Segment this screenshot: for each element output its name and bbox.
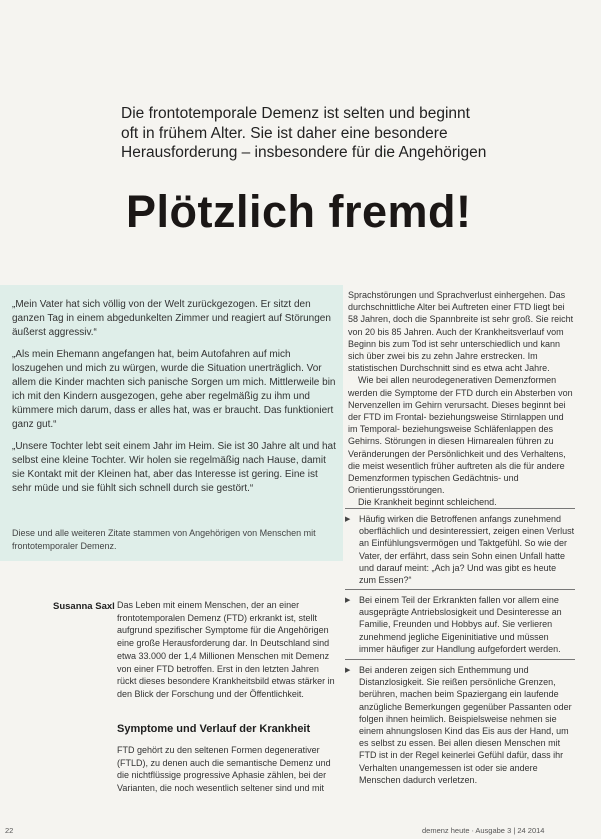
quote: „Mein Vater hat sich völlig von der Welt zurückgezogen. Er sitzt den ganzen Tag in einem abgedunkelten Zimmer und reagiert auf Störungen äußerst aggressiv.“ — [12, 299, 331, 338]
bullet-item — [345, 589, 575, 655]
quote: „Unsere Tochter lebt seit einem Jahr im Heim. Sie ist 30 Jahre alt und hat selbst eine kleine Tochter. Wir holen sie regelmäßig nach Hause, damit sie Kontakt mit der Kleinen hat, aber das Interesse ist gering. Eine ist sehr müde und sie fühlt sich schnell durch sie gestört.“ — [12, 441, 336, 494]
paragraph: Wie bei allen neurodegenerativen Demenzformen werden die Symptome der FTD durch ein Absterben von Nervenzellen im Gehirn verursacht. Dieses beginnt bei der FTD im Frontal- beziehungsweise Stirnlappen und im Temporal- beziehungsweise Schläfenlappen des Gehirns. Störungen in diesen Hirnarealen führen zu Veränderungen der Persönlichkeit und des Verhaltens, die meist wesentlich früher auftreten als die für andere Demenzformen typischen Gedächtnis- und Orientierungsstörungen. — [348, 375, 573, 496]
bullet-text: Häufig wirken die Betroffenen anfangs zunehmend oberflächlich und desinteressiert, zeigen einen Verlust an Einfühlungsvermögen und Taktgefühl. So wie der Vater, der erfährt, dass sein Sohn einen Unfall hatte und darauf meint: „Ach ja? Und was gibt es heute zum Essen?“ — [359, 514, 575, 586]
triangle-bullet-icon: ▶ — [345, 667, 351, 674]
paragraph: Die Krankheit beginnt schleichend. — [358, 497, 497, 508]
bullet-text: Bei einem Teil der Erkrankten fallen vor allem eine ausgeprägte Antriebslosigkeit und Desinteresse an Familie, Freunden und Hobbys auf. Sie verlieren zunehmend jegliche Eigeninitiative und müssen immer häufiger zur Handlung aufgefordert werden. — [359, 595, 562, 654]
quotes-list — [12, 298, 336, 504]
page-number: 22 — [5, 826, 14, 835]
lead-line: oft in frühem Alter. Sie ist daher eine besondere — [121, 124, 448, 142]
lead-line: Die frontotemporale Demenz ist selten und beginnt — [121, 105, 470, 122]
section-heading: Symptome und Verlauf der Krankheit — [117, 723, 311, 735]
journal-footer: demenz heute ∙ Ausgabe 3 | 24 2014 — [422, 826, 545, 835]
bullet-item — [345, 508, 575, 586]
triangle-bullet-icon: ▶ — [345, 597, 351, 604]
paragraph: Sprachstörungen und Sprachverlust einhergehen. Das durchschnittliche Alter bei Auftreten einer FTD liegt bei 58 Jahren, doch die Spannbreite ist sehr groß. Sie reicht von 20 bis 85 Jahren. Auch der Krankheitsverlauf vom Beginn bis zum Tod ist sehr unterschiedlich und kann sich über zwei bis zu zehn Jahre erstrecken. Im statistischen Durchschnitt sind es etwa acht Jahre. — [348, 290, 574, 374]
lead-paragraph — [121, 104, 541, 163]
right-column-text — [348, 289, 574, 509]
bullet-item — [345, 659, 575, 786]
lead-line: Herausforderung – insbesondere für die Angehörigen — [121, 144, 487, 161]
intro-paragraph: Das Leben mit einem Menschen, der an einer frontotemporalen Demenz (FTD) erkrankt ist, stellt aufgrund spezifischer Symptome für die Angehörigen eine große Herausforderung dar. In Deutschland sind etwa 33.000 der 1,4 Millionen Menschen mit Demenz von einer FTD betroffen. Erst in den letzten Jahren rückt dieses besondere Krankheitsbild etwas stärker in den Blick der Forschung und der Öffentlichkeit. — [117, 600, 335, 699]
triangle-bullet-icon: ▶ — [345, 516, 351, 523]
article-title: Plötzlich fremd! — [126, 186, 472, 237]
quote-source-note: Diese und alle weiteren Zitate stammen von Angehörigen von Menschen mit frontotemporaler Demenz. — [12, 528, 316, 551]
bullet-text: Bei anderen zeigen sich Enthemmung und Distanzlosigkeit. Sie reißen persönliche Grenzen, berühren, machen beim Spaziergang ein laufende anzügliche Bemerkungen gegenüber Passanten oder folgen ihnen heimlich. Beispielsweise nehmen sie einem ahnungslosen Kind das Eis aus der Hand, um es selbst zu essen. Bei allen diesen Menschen mit FTD ist in der Regel keinerlei Gefühl dafür, dass ihr Verhalten unangemessen ist oder sie andere Menschen dadurch verletzen. — [359, 665, 572, 785]
quote: „Als mein Ehemann angefangen hat, beim Autofahren auf mich loszugehen und mich zu würgen, wurde die Situation unerträglich. Vor allem die Kinder machten sich panische Sorgen um mich. Mittlerweile bin ich mit den Kindern ausgezogen, gehe aber regelmäßig zu ihm und kümmere mich darum, dass er alles hat, was er braucht. Das funktioniert ganz gut.“ — [12, 349, 336, 430]
author-name: Susanna Saxl — [53, 601, 115, 612]
section-body: FTD gehört zu den seltenen Formen degenerativer (FTLD), zu denen auch die semantische Demenz und die nichtflüssige progressive Aphasie zählen, bei der Varianten, die noch wesentlich seltener sind und mit — [117, 745, 331, 794]
